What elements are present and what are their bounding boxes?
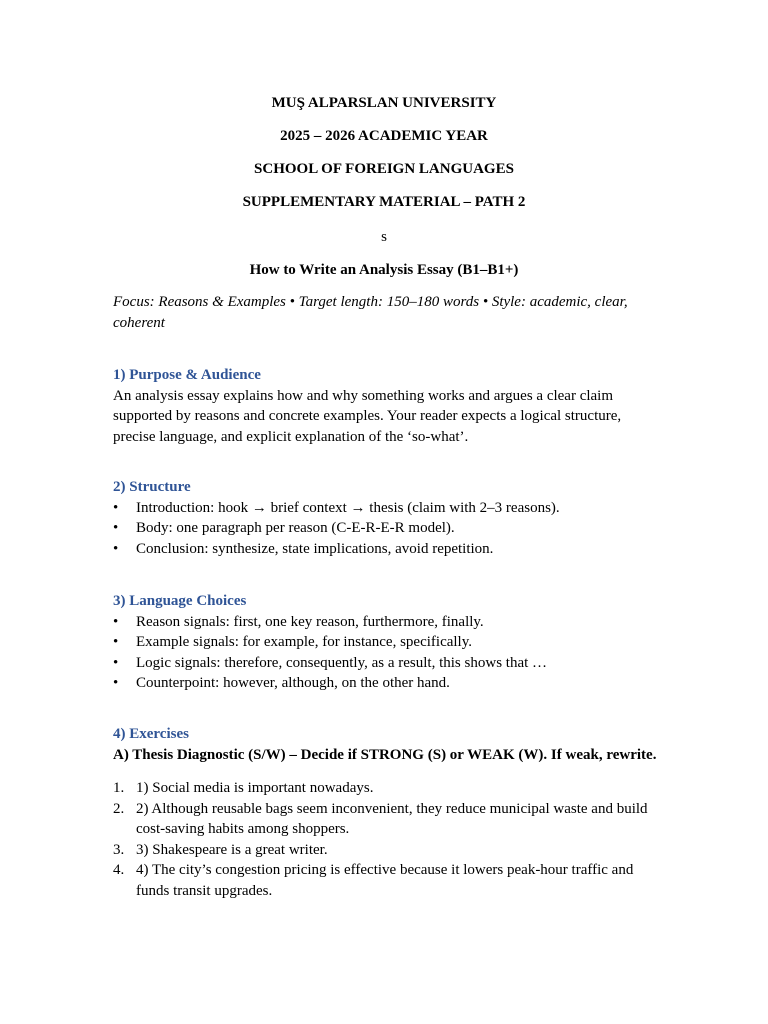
bullet-marker: • — [113, 499, 119, 516]
bullet-list — [113, 612, 658, 694]
bullet-list — [113, 498, 658, 560]
bullet-marker: • — [113, 613, 119, 630]
academic-year: 2025 – 2026 ACADEMIC YEAR — [280, 128, 488, 144]
list-item: 1. 1) Social media is important nowadays. — [113, 778, 658, 799]
essay-title: How to Write an Analysis Essay (B1–B1+) — [249, 262, 519, 278]
section-paragraph: An analysis essay explains how and why something works and argues a clear claim supported by reasons and concrete examples. Your reader expects a logical structure, precise language, and explicit explanation of the ‘so-what’. — [113, 387, 622, 445]
section-heading: 3) Language Choices — [113, 593, 247, 609]
list-item: • Conclusion: synthesize, state implications, avoid repetition. — [113, 539, 658, 560]
list-number: 4. — [113, 862, 125, 878]
list-item: • Introduction: hook → brief context → thesis (claim with 2–3 reasons). — [113, 498, 658, 519]
list-item: • Body: one paragraph per reason (C-E-R-E-R model). — [113, 518, 658, 539]
section-structure — [113, 477, 658, 559]
list-item: • Logic signals: therefore, consequently, as a result, this shows that … — [113, 653, 658, 674]
list-item: 2. 2) Although reusable bags seem inconvenient, they reduce municipal waste and build cost-saving habits among shoppers. — [113, 800, 648, 837]
section-heading: 1) Purpose & Audience — [113, 367, 261, 383]
numbered-list — [113, 778, 658, 901]
list-item: • Reason signals: first, one key reason, furthermore, finally. — [113, 612, 658, 633]
list-number: 1. — [113, 780, 125, 796]
section-heading: 2) Structure — [113, 479, 191, 495]
material-title: SUPPLEMENTARY MATERIAL – PATH 2 — [242, 194, 526, 210]
bullet-marker: • — [113, 634, 119, 650]
school-name: SCHOOL OF FOREIGN LANGUAGES — [254, 161, 514, 177]
list-item: • Example signals: for example, for instance, specifically. — [113, 632, 658, 653]
bullet-marker: • — [113, 654, 119, 671]
section-language — [113, 591, 658, 694]
list-item: • Counterpoint: however, although, on the other hand. — [113, 673, 658, 694]
exercise-instruction: A) Thesis Diagnostic (S/W) – Decide if STRONG (S) or WEAK (W). If weak, rewrite. — [113, 746, 657, 763]
section-heading: 4) Exercises — [113, 726, 189, 742]
bullet-marker: • — [113, 540, 119, 557]
list-number: 2. — [113, 800, 125, 817]
university-name: MUŞ ALPARSLAN UNIVERSITY — [271, 95, 497, 111]
focus-line: Focus: Reasons & Examples • Target length: 150–180 words • Style: academic, clear, coherent — [113, 294, 628, 331]
bullet-marker: • — [113, 675, 119, 691]
stray-character: s — [381, 229, 387, 245]
list-item: 4. 4) The city’s congestion pricing is effective because it lowers peak-hour traffic and funds transit upgrades. — [113, 862, 634, 899]
list-item: 3. 3) Shakespeare is a great writer. — [113, 840, 658, 861]
list-number: 3. — [113, 841, 125, 858]
bullet-marker: • — [113, 520, 119, 536]
section-exercises — [113, 724, 658, 901]
section-purpose — [113, 365, 658, 447]
